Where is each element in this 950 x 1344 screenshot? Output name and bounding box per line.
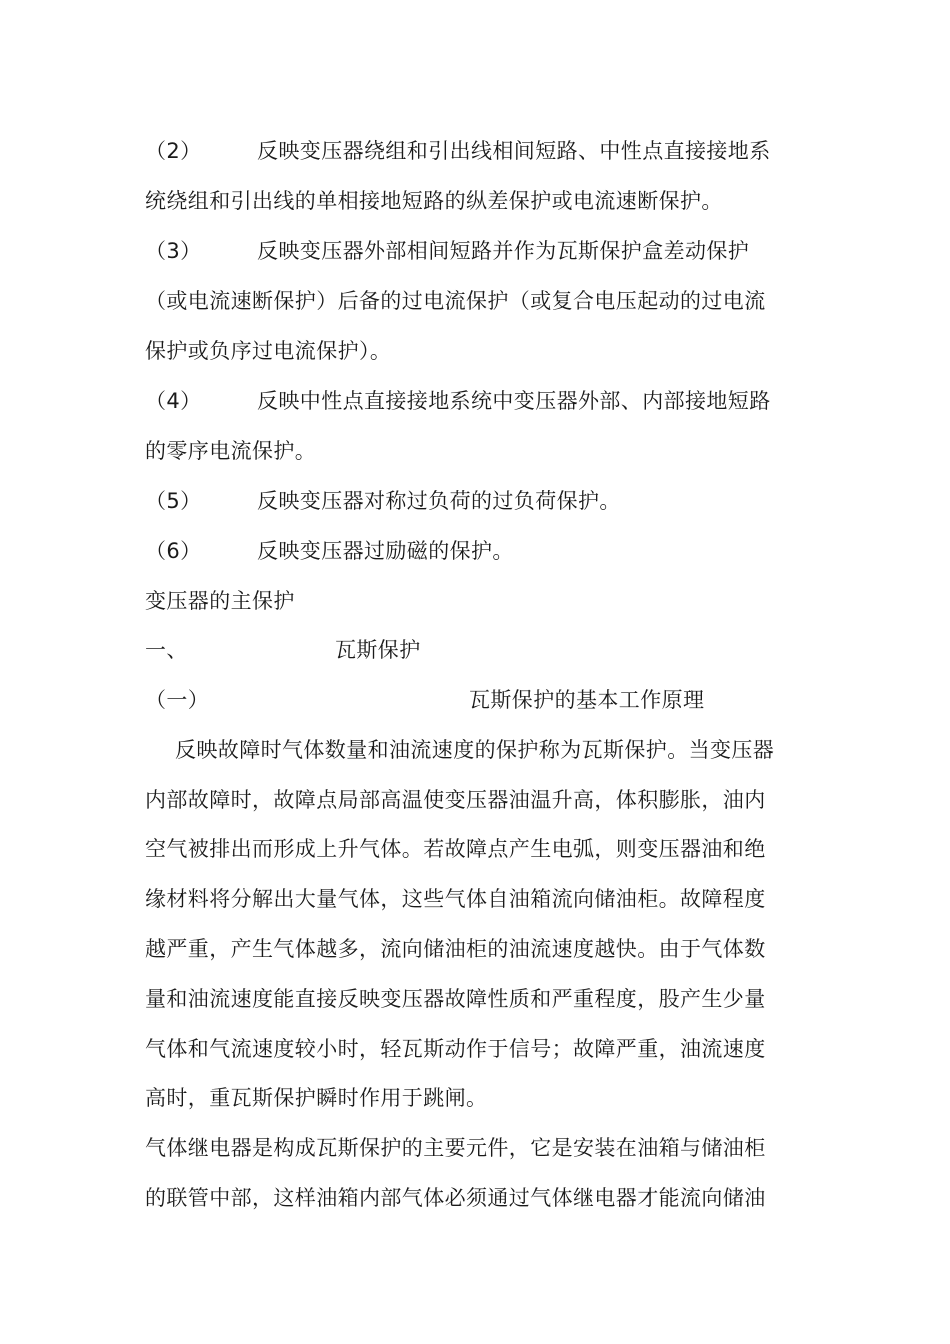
paragraph-line: 内部故障时，故障点局部高温使变压器油温升高，体积膨胀，油内: [145, 788, 766, 812]
section-title: 变压器的主保护: [145, 589, 295, 613]
heading-text: 瓦斯保护: [335, 638, 421, 662]
paragraph-line: 缘材料将分解出大量气体，这些气体自油箱流向储油柜。故障程度: [145, 887, 766, 911]
list-text: 反映变压器绕组和引出线相间短路、中性点直接接地系: [257, 139, 771, 163]
paragraph-line: 反映故障时气体数量和油流速度的保护称为瓦斯保护。当变压器: [175, 738, 775, 762]
list-number: （4）: [145, 389, 202, 413]
list-number: （2）: [145, 139, 202, 163]
paragraph-line: 量和油流速度能直接反映变压器故障性质和严重程度，股产生少量: [145, 987, 766, 1011]
list-item-4: [145, 386, 771, 416]
heading-number: 一、: [145, 638, 188, 662]
list-item-3-continuation: （或电流速断保护）后备的过电流保护（或复合电压起动的过电流: [145, 289, 766, 313]
list-number: （6）: [145, 539, 202, 563]
list-text: 反映中性点直接接地系统中变压器外部、内部接地短路: [257, 389, 771, 413]
list-text: 反映变压器过励磁的保护。: [257, 539, 514, 563]
list-item-5: [145, 486, 621, 516]
paragraph-line: 气体和气流速度较小时，轻瓦斯动作于信号；故障严重，油流速度: [145, 1037, 766, 1061]
heading-level-2: [145, 685, 704, 715]
list-item-2-continuation: 统绕组和引出线的单相接地短路的纵差保护或电流速断保护。: [145, 189, 723, 213]
heading-number: （一）: [145, 688, 210, 712]
paragraph-line: 的联管中部，这样油箱内部气体必须通过气体继电器才能流向储油: [145, 1186, 766, 1210]
list-item-6: [145, 536, 514, 566]
list-item-3: [145, 236, 749, 266]
paragraph-line: 空气被排出而形成上升气体。若故障点产生电弧，则变压器油和绝: [145, 837, 766, 861]
heading-level-1: [145, 635, 421, 665]
list-item-2: [145, 136, 771, 166]
heading-text: 瓦斯保护的基本工作原理: [469, 688, 705, 712]
paragraph-line: 越严重，产生气体越多，流向储油柜的油流速度越快。由于气体数: [145, 937, 766, 961]
list-text: 反映变压器外部相间短路并作为瓦斯保护盒差动保护: [257, 239, 750, 263]
list-number: （5）: [145, 489, 202, 513]
list-item-4-continuation: 的零序电流保护。: [145, 439, 317, 463]
paragraph-line: 气体继电器是构成瓦斯保护的主要元件，它是安装在油箱与储油柜: [145, 1136, 766, 1160]
list-number: （3）: [145, 239, 202, 263]
list-text: 反映变压器对称过负荷的过负荷保护。: [257, 489, 621, 513]
paragraph-line: 高时，重瓦斯保护瞬时作用于跳闸。: [145, 1086, 488, 1110]
list-item-3-continuation: 保护或负序过电流保护）。: [145, 339, 392, 363]
